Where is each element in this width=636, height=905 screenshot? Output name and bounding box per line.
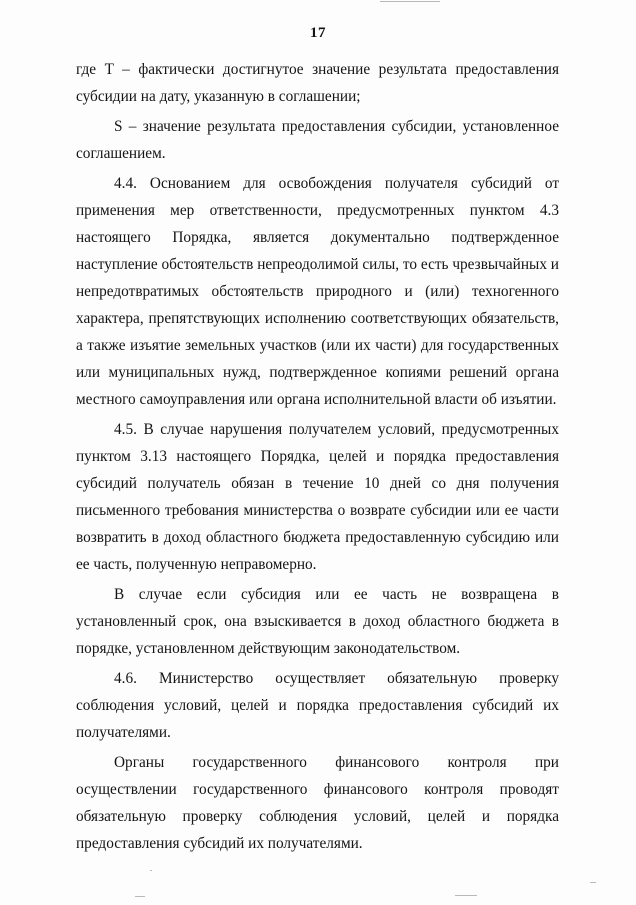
document-body — [76, 56, 559, 860]
paragraph-definition-s: S – значение результата предоставления субсидии, установленное соглашением. — [76, 118, 559, 162]
paragraph-clause-4-5: 4.5. В случае нарушения получателем условий, предусмотренных пунктом 3.13 настоящего Порядка, целей и порядка предоставления субсидий получатель обязан в течение 10 дней со дня получения письменного требования министерства о возврате субсидии или ее части возвратить в доход областного бюджета предоставленную субсидию или ее часть, полученную неправомерно. — [76, 421, 559, 573]
paragraph-clause-4-4: 4.4. Основанием для освобождения получателя субсидий от применения мер ответственности, предусмотренных пунктом 4.3 настоящего Порядка, является документально подтвержденное наступление обстоятельств непреодолимой силы, то есть чрезвычайных и непредотвратимых обстоятельств природного и (или) техногенного характера, препятствующих исполнению соответствующих обязательств, а также изъятие земельных участков (или их части) для государственных или муниципальных нужд, подтвержденное копиями решений органа местного самоуправления или органа исполнительной власти об изъятии. — [76, 175, 559, 408]
paragraph-definition-t: где T – фактически достигнутое значение результата предоставления субсидии на дату, указанную в соглашении; — [76, 61, 559, 105]
scan-artifact — [135, 896, 145, 897]
scan-artifact — [455, 895, 477, 896]
scan-artifact — [590, 882, 596, 883]
paragraph-clause-4-5-collection: В случае если субсидия или ее часть не возвращена в установленный срок, она взыскивается в доход областного бюджета в порядке, установленном действующим законодательством. — [76, 586, 559, 657]
page-number: 17 — [310, 25, 326, 41]
scan-artifact — [380, 1, 440, 2]
paragraph-clause-4-6: 4.6. Министерство осуществляет обязательную проверку соблюдения условий, целей и порядка предоставления субсидий их получателями. — [76, 670, 559, 741]
paragraph-clause-4-6-control: Органы государственного финансового контроля при осуществлении государственного финансового контроля проводят обязательную проверку соблюдения условий, целей и порядка предоставления субсидий их получателями. — [76, 754, 559, 852]
scan-artifact — [150, 870, 152, 871]
